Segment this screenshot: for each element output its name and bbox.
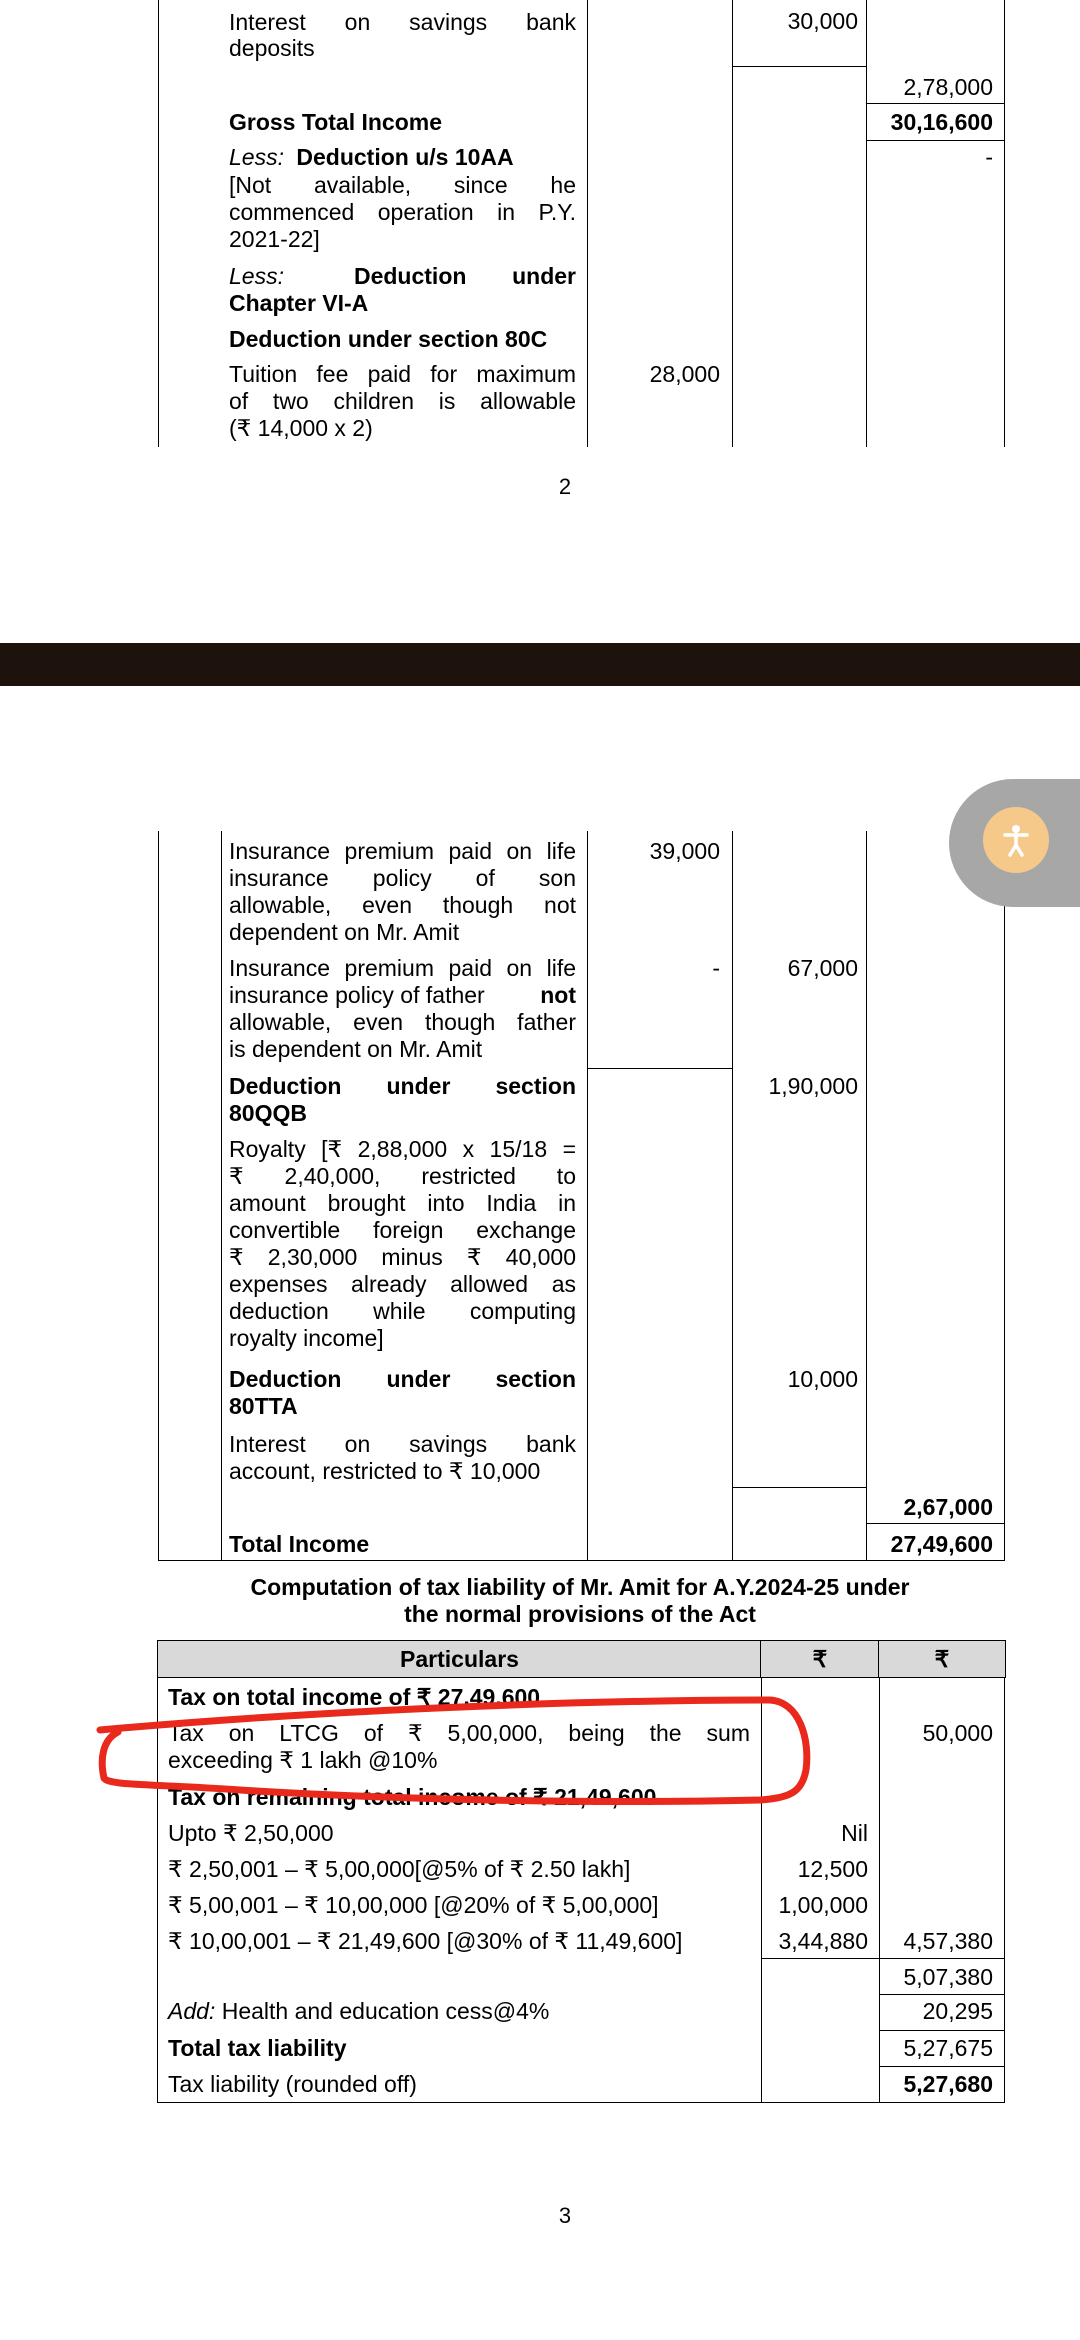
tax-on-ltcg-line2: exceeding ₹ 1 lakh @10%	[168, 1747, 438, 1773]
rounded-liability-value: 5,27,680	[903, 2071, 993, 2097]
p2-tuition-line3: (₹ 14,000 x 2)	[229, 415, 373, 441]
deduction-10aa-label: Deduction u/s 10AA	[296, 144, 514, 170]
col-header-rupee-1: ₹	[760, 1640, 880, 1678]
p2-10aa-value: -	[985, 144, 993, 170]
text-line: amount brought into India in	[229, 1190, 576, 1216]
p2-row1-col3: 30,000	[787, 8, 858, 34]
text-line: dependent on Mr. Amit	[229, 919, 460, 945]
p2-10aa-note-3: 2021-22]	[229, 226, 320, 252]
text-line: Interest on savings bank	[229, 1431, 576, 1457]
slab-value: Nil	[841, 1820, 868, 1846]
p2-row1-text2: deposits	[229, 35, 315, 61]
p2-row2-col4: 2,78,000	[903, 74, 993, 100]
p3-insurance-father-col3: 67,000	[787, 955, 858, 981]
text-span: insurance policy of father	[229, 982, 485, 1008]
page-number-2: 2	[558, 474, 572, 499]
text-line: is dependent on Mr. Amit	[229, 1036, 483, 1062]
p2-gross-total-label: Gross Total Income	[229, 109, 443, 135]
p3-insurance-son-value: 39,000	[649, 838, 720, 864]
p3-80qqb-heading: Deduction under section	[229, 1073, 576, 1099]
p3-total-income-label: Total Income	[229, 1531, 370, 1557]
text-line: royalty income]	[229, 1325, 384, 1351]
text-line: insurance policy of son	[229, 865, 576, 891]
slab-label: Upto ₹ 2,50,000	[168, 1820, 334, 1846]
p2-tuition-value: 28,000	[649, 361, 720, 387]
heading-line: the normal provisions of the Act	[404, 1601, 756, 1627]
total-tax-liability-label: Total tax liability	[168, 2035, 347, 2061]
rounded-liability-label: Tax liability (rounded off)	[168, 2071, 417, 2097]
total-tax-liability-value: 5,27,675	[903, 2035, 993, 2061]
subtotal-value: 5,07,380	[903, 1964, 993, 1990]
slab-label: ₹ 10,00,001 – ₹ 21,49,600 [@30% of ₹ 11,49,600]	[168, 1928, 683, 1954]
text-line: convertible foreign exchange	[229, 1217, 576, 1243]
slab-value: 12,500	[797, 1856, 868, 1882]
slab-label: ₹ 5,00,001 – ₹ 10,00,000 [@20% of ₹ 5,00,000]	[168, 1892, 659, 1918]
p3-80tta-heading2: 80TTA	[229, 1393, 298, 1419]
p3-80tta-heading: Deduction under section	[229, 1366, 576, 1392]
tax-on-total-income: Tax on total income of ₹ 27,49,600	[168, 1684, 541, 1710]
slab-total-value: 4,57,380	[903, 1928, 993, 1954]
bold-word-not: not	[540, 982, 576, 1008]
slab-value: 3,44,880	[778, 1928, 868, 1954]
add-prefix: Add:	[168, 1998, 216, 2024]
p2-tuition-line1: Tuition fee paid for maximum	[229, 361, 576, 387]
p3-insurance-father-col2: -	[712, 955, 720, 981]
p3-80qqb-heading2: 80QQB	[229, 1100, 307, 1126]
text-line: ₹ 2,30,000 minus ₹ 40,000	[229, 1244, 576, 1270]
col-header-rupee-2: ₹	[878, 1640, 1006, 1678]
p2-row1-text: Interest on savings bank	[229, 9, 576, 35]
tax-on-remaining-income: Tax on remaining total income of ₹ 21,49,600	[168, 1784, 657, 1810]
text-line: ₹ 2,40,000, restricted to	[229, 1163, 576, 1189]
text-line: deduction while computing	[229, 1298, 576, 1324]
col-header-particulars: Particulars	[157, 1640, 762, 1678]
p2-10aa-note-2: commenced operation in P.Y.	[229, 199, 576, 225]
text-line: allowable, even though father	[229, 1009, 576, 1035]
cess-value: 20,295	[922, 1998, 993, 2024]
tax-on-ltcg-value: 50,000	[922, 1720, 993, 1746]
less-prefix: Less:	[229, 144, 284, 170]
chapter-via-label: Deduction under	[353, 263, 576, 289]
p3-total-income-value: 27,49,600	[890, 1531, 993, 1557]
slab-value: 1,00,000	[778, 1892, 868, 1918]
page-number-3: 3	[558, 2203, 572, 2228]
p3-deductions-total: 2,67,000	[903, 1494, 993, 1520]
text-line: Insurance premium paid on life	[229, 955, 576, 981]
slab-label: ₹ 2,50,001 – ₹ 5,00,000[@5% of ₹ 2.50 lakh]	[168, 1856, 631, 1882]
text-line: Royalty [₹ 2,88,000 x 15/18 =	[229, 1136, 576, 1162]
less-prefix: Less:	[229, 263, 284, 289]
p2-gross-total-value: 30,16,600	[890, 109, 993, 135]
text-line: expenses already allowed as	[229, 1271, 576, 1297]
tax-on-ltcg-line1: Tax on LTCG of ₹ 5,00,000, being the sum	[168, 1720, 750, 1746]
p2-chapter-via-line2: Chapter VI-A	[229, 290, 369, 316]
p2-tuition-line2: of two children is allowable	[229, 388, 576, 414]
text-line: Insurance premium paid on life	[229, 838, 576, 864]
p3-80tta-value: 10,000	[787, 1366, 858, 1392]
cess-label: Health and education cess@4%	[221, 1998, 550, 2024]
text-line: account, restricted to ₹ 10,000	[229, 1458, 541, 1484]
p2-10aa-note-1: [Not available, since he	[229, 172, 576, 198]
heading-line: Computation of tax liability of Mr. Amit for A.Y.2024-25 under	[250, 1574, 910, 1600]
text-line: allowable, even though not	[229, 892, 576, 918]
p2-80c-heading: Deduction under section 80C	[229, 326, 548, 352]
p3-80qqb-value: 1,90,000	[768, 1073, 858, 1099]
